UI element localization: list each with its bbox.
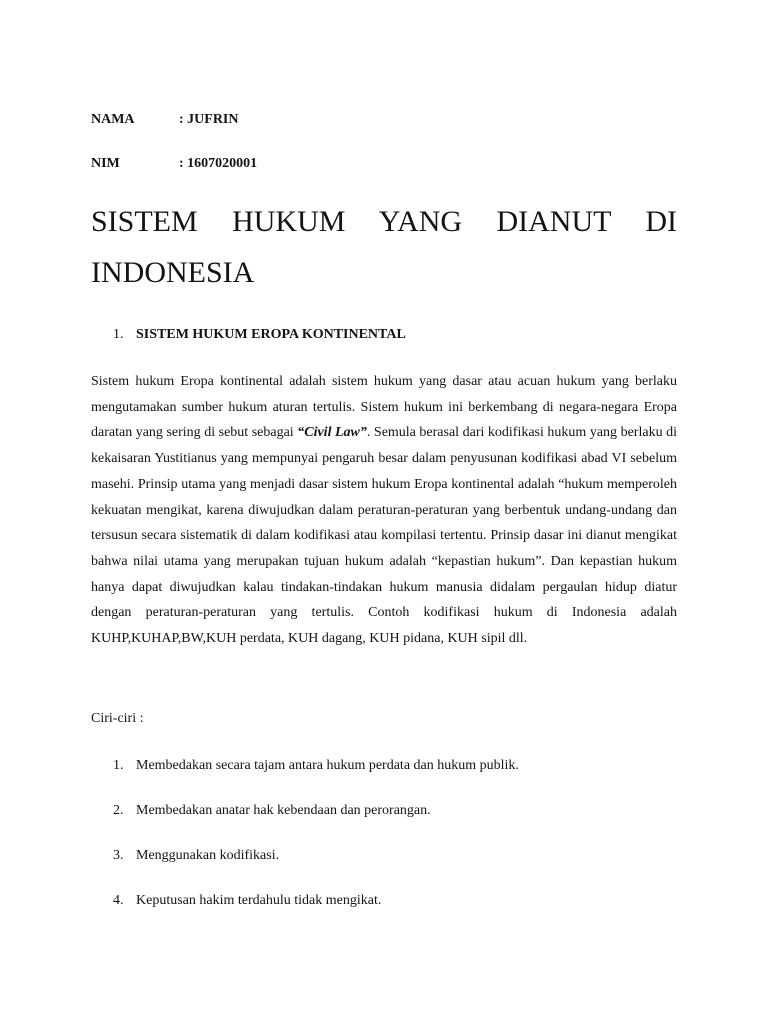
nim-label: NIM: [91, 156, 120, 171]
list-item-number: 2.: [113, 803, 124, 818]
list-item: [113, 847, 519, 865]
nama-label: NAMA: [91, 112, 135, 127]
document-title: SISTEM HUKUM YANG DIANUT DI INDONESIA: [91, 205, 677, 289]
list-item: [113, 757, 519, 775]
ciri-ciri-list: [113, 757, 519, 937]
list-item-text: Keputusan hakim terdahulu tidak mengikat.: [136, 893, 382, 908]
paragraph-part-1: Sistem hukum Eropa kontinental adalah sistem hukum yang dasar atau acuan hukum yang berlaku mengutamakan sumber hukum aturan tertulis. Sistem hukum ini berkembang di negara-negara Eropa daratan yang sering di sebut sebagai: [91, 374, 677, 441]
nim-value: : 1607020001: [179, 156, 258, 171]
nim-row: [91, 155, 257, 173]
nama-value: : JUFRIN: [179, 112, 239, 127]
list-item-number: 3.: [113, 848, 124, 863]
section-heading-text: SISTEM HUKUM EROPA KONTINENTAL: [136, 327, 406, 342]
body-paragraph: [91, 369, 677, 652]
list-item: [113, 802, 519, 820]
list-item-text: Menggunakan kodifikasi.: [136, 848, 280, 863]
section-heading: [113, 326, 406, 344]
section-number: 1.: [113, 327, 124, 342]
list-item-text: Membedakan anatar hak kebendaan dan perorangan.: [136, 803, 431, 818]
list-item: [113, 892, 519, 910]
list-item-number: 1.: [113, 758, 124, 773]
list-item-number: 4.: [113, 893, 124, 908]
nama-row: [91, 111, 239, 129]
list-item-text: Membedakan secara tajam antara hukum perdata dan hukum publik.: [136, 758, 519, 773]
civil-law-emphasis: “Civil Law”: [297, 425, 367, 441]
paragraph-part-2: . Semula berasal dari kodifikasi hukum yang berlaku di kekaisaran Yustitianus yang mempunyai pengaruh besar dalam penyusunan kodifikasi abad VI sebelum masehi. Prinsip utama yang menjadi dasar sistem hukum Eropa kontinental adalah “hukum memperoleh kekuatan mengikat, karena diwujudkan dalam peraturan-peraturan yang berbentuk undang-undang dan tersusun secara sistematik di dalam kodifikasi atau kompilasi tertentu. Prinsip dasar ini dianut mengikat bahwa nilai utama yang merupakan tujuan hukum adalah “kepastian hukum”. Dan kepastian hukum hanya dapat diwujudkan kalau tindakan-tindakan hukum manusia didalam pergaulan hidup diatur dengan peraturan-peraturan yang tertulis. Contoh kodifikasi hukum di Indonesia adalah KUHP,KUHAP,BW,KUH perdata, KUH dagang, KUH pidana, KUH sipil dll.: [91, 425, 677, 647]
ciri-ciri-label: Ciri-ciri :: [91, 711, 144, 726]
